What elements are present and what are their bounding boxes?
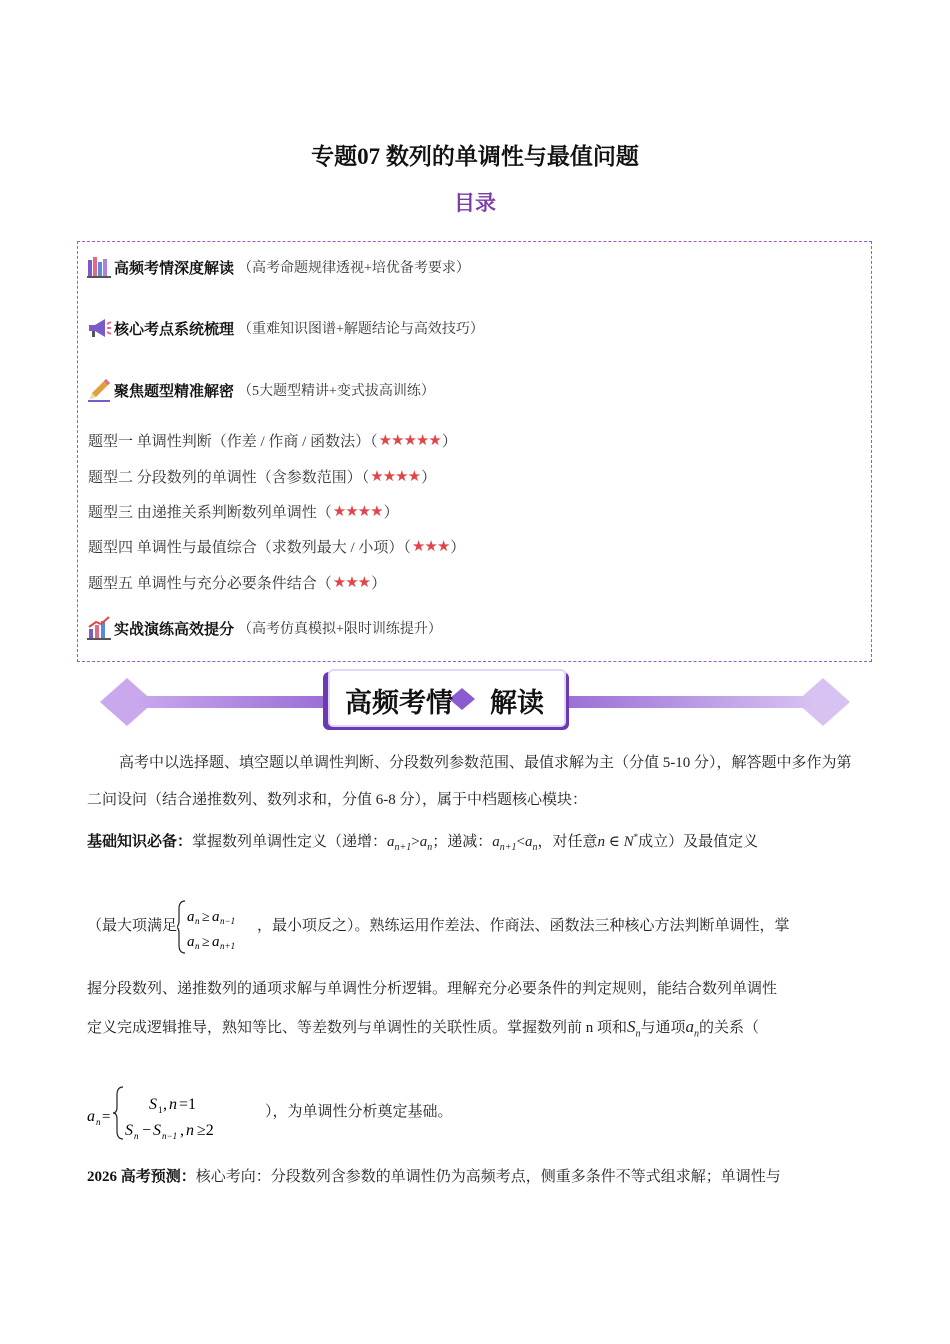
basics-text-c: ，对任意 <box>537 834 598 850</box>
toc-section-label: 聚焦题型精准解密 <box>114 383 235 400</box>
svg-text:n+1: n+1 <box>220 941 236 952</box>
rating-stars: ★★★★★ <box>378 433 441 449</box>
books-icon <box>86 254 112 280</box>
svg-text:n: n <box>186 1122 194 1140</box>
svg-text:1: 1 <box>158 1105 163 1116</box>
svg-text:a: a <box>187 934 195 951</box>
banner-title-right: 解读 <box>490 688 544 718</box>
toc-type-item[interactable] <box>88 536 465 557</box>
type-label: 题型三 由递推关系判断数列单调性（ <box>88 505 332 521</box>
toc-section-practice[interactable] <box>86 615 442 641</box>
max-def-text-a: （最大项满足 <box>87 918 178 934</box>
svg-text:n: n <box>134 1131 139 1142</box>
an-sn-formula <box>87 1083 265 1143</box>
basics-text-a: 掌握数列单调性定义（递增： <box>192 834 388 850</box>
svg-text:,: , <box>180 1122 184 1140</box>
svg-text:a: a <box>212 909 220 926</box>
toc-section-types[interactable] <box>86 377 435 403</box>
svg-text:n−1: n−1 <box>220 916 236 927</box>
piecewise-text: ），为单调性分析奠定基础。 <box>265 1104 453 1120</box>
svg-text:=: = <box>102 1109 111 1126</box>
max-condition-formula <box>177 897 257 957</box>
toc-section-sub: （5大题型精讲+变式拔高训练） <box>238 384 435 399</box>
type-close: ） <box>441 434 457 450</box>
chart-icon <box>86 615 112 641</box>
toc-section-label: 核心考点系统梳理 <box>114 321 235 338</box>
type-close: ） <box>421 470 437 486</box>
type-label: 题型一 单调性判断（作差 / 作商 / 函数法）（ <box>88 434 378 450</box>
toc-section-label: 实战演练高效提分 <box>114 621 235 638</box>
forecast-text: 核心考向：分段数列含参数的单调性仍为高频考点，侧重多条件不等式组求解；单调性与 <box>195 1169 781 1185</box>
basics-text-b: ；递减： <box>432 834 493 850</box>
type-close: ） <box>450 540 466 556</box>
toc-type-item[interactable] <box>88 572 386 593</box>
svg-text:a: a <box>187 909 195 926</box>
paragraph-forecast <box>87 1159 863 1196</box>
sum-text-b: 与通项 <box>640 1020 686 1036</box>
pencil-icon <box>86 377 112 403</box>
type-label: 题型四 单调性与最值综合（求数列最大 / 小项）（ <box>88 540 411 556</box>
max-def-text-b: ，最小项反之）。熟练运用作差法、作商法、函数法三种核心方法判断单调性，掌 <box>257 918 790 934</box>
svg-text:n−1: n−1 <box>162 1131 178 1142</box>
svg-text:a: a <box>212 934 220 951</box>
svg-text:−: − <box>142 1122 152 1140</box>
basics-label: 基础知识必备： <box>87 834 193 850</box>
sum-text-a: 定义完成逻辑推导，熟知等比、等差数列与单调性的关联性质。掌握数列前 n 项和 <box>87 1020 628 1036</box>
basics-text-d: 成立）及最值定义 <box>638 834 759 850</box>
rating-stars: ★★★ <box>411 539 450 555</box>
rating-stars: ★★★★ <box>332 504 383 520</box>
megaphone-icon <box>86 315 112 341</box>
toc-section-sub: （高考命题规律透视+培优备考要求） <box>238 261 470 276</box>
toc-type-item[interactable] <box>88 501 399 522</box>
svg-text:S: S <box>125 1122 133 1140</box>
svg-text:,: , <box>163 1096 167 1114</box>
type-close: ） <box>383 505 399 521</box>
type-close: ） <box>371 576 387 592</box>
toc-section-label: 高频考情深度解读 <box>114 260 235 277</box>
svg-text:S: S <box>153 1122 161 1140</box>
paragraph-piecewise <box>87 1082 863 1143</box>
svg-text:n: n <box>195 916 200 927</box>
toc-type-item[interactable] <box>88 430 457 451</box>
banner-title-left: 高频考情 <box>345 688 453 718</box>
svg-text:=1: =1 <box>179 1096 197 1114</box>
toc-section-core[interactable] <box>86 315 484 341</box>
page-title: 专题07 数列的单调性与最值问题 <box>311 144 639 169</box>
paragraph-intro: 高考中以选择题、填空题以单调性判断、分段数列参数范围、最值求解为主（分值 5-10 分），解答题中多作为第二问设问（结合递推数列、数列求和，分值 6-8 分），属于中档题核心模块： <box>87 755 852 808</box>
section-banner <box>95 668 855 736</box>
svg-text:n: n <box>195 941 200 952</box>
type-label: 题型五 单调性与充分必要条件结合（ <box>88 576 332 592</box>
toc-box <box>77 241 872 662</box>
svg-text:≥: ≥ <box>202 935 210 951</box>
svg-text:n: n <box>169 1096 177 1114</box>
sum-text-c: 的关系（ <box>699 1020 760 1036</box>
svg-text:a: a <box>87 1108 95 1126</box>
paragraph-sum-relation: 定义完成逻辑推导，熟知等比、等差数列与单调性的关联性质。掌握数列前 n 项和$S_n$与通项$a_n$的关系（ <box>87 1017 760 1040</box>
svg-text:≥: ≥ <box>202 910 210 926</box>
paragraph-max-def <box>87 896 863 957</box>
rating-stars: ★★★★ <box>370 469 421 485</box>
toc-type-item[interactable] <box>88 466 436 487</box>
toc-heading: 目录 <box>454 191 496 215</box>
toc-section-sub: （高考仿真模拟+限时训练提升） <box>238 622 442 637</box>
svg-text:≥2: ≥2 <box>197 1122 214 1140</box>
paragraph-methods: 握分段数列、递推数列的通项求解与单调性分析逻辑。理解充分必要条件的判定规则，能结合数列单调性 <box>87 981 778 997</box>
svg-text:S: S <box>149 1096 157 1114</box>
rating-stars: ★★★ <box>332 575 371 591</box>
svg-text:n: n <box>96 1117 101 1128</box>
type-label: 题型二 分段数列的单调性（含参数范围）（ <box>88 470 370 486</box>
forecast-label: 2026 高考预测： <box>87 1169 196 1185</box>
toc-section-overview[interactable] <box>86 254 470 280</box>
paragraph-basics: 基础知识必备：掌握数列单调性定义（递增：$a_{n+1}>a_n$；递减：$a_{n+1}<a_n$，对任意n ∈ N*成立）及最值定义 <box>87 832 759 853</box>
toc-section-sub: （重难知识图谱+解题结论与高效技巧） <box>238 322 484 337</box>
